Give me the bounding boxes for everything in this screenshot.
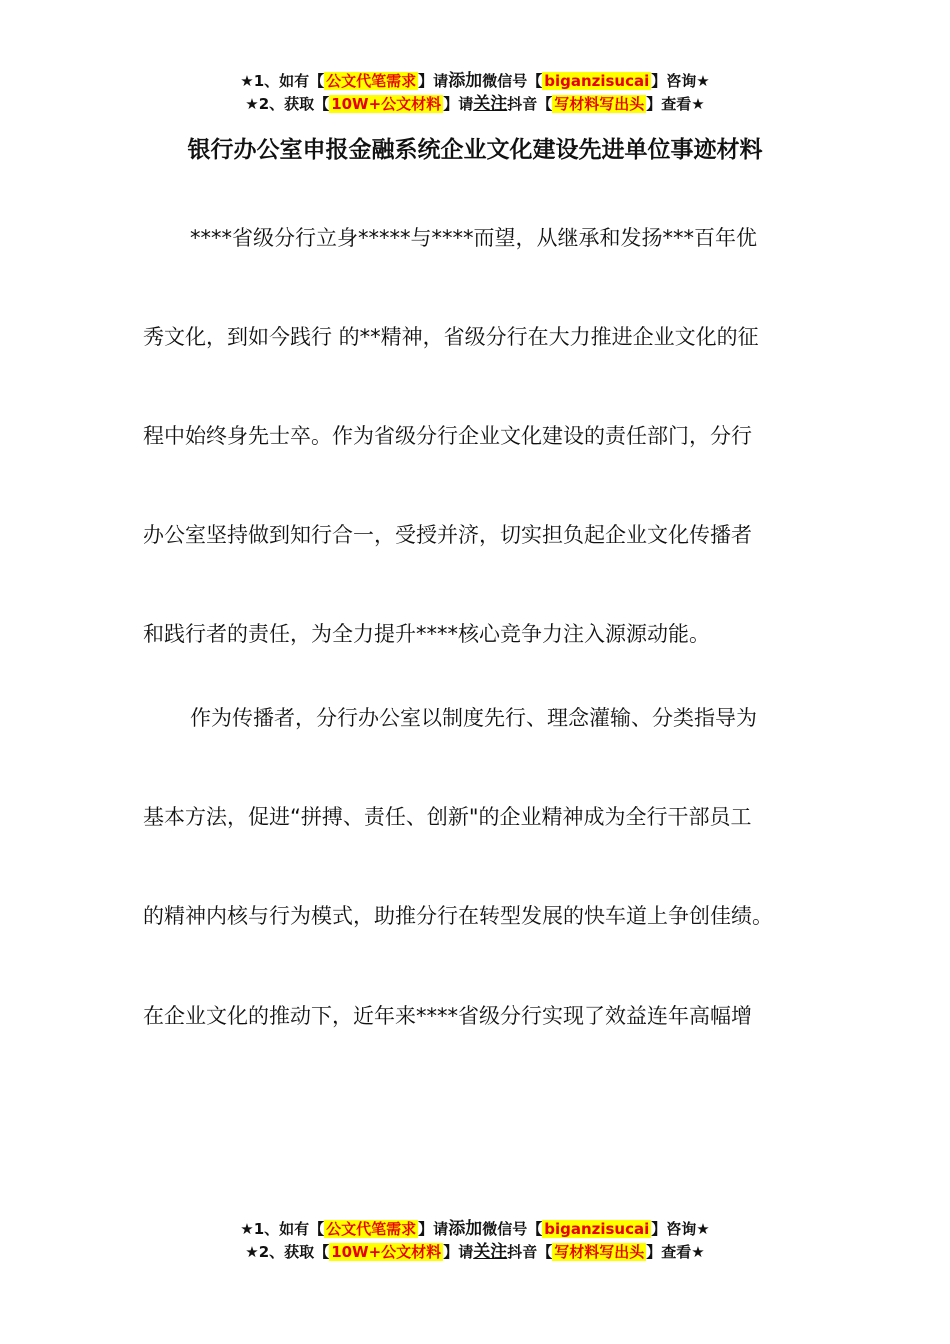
bottom-banner (0, 1218, 950, 1264)
banner-text: 】请 (443, 95, 474, 113)
banner-text: ★2、获取【 (245, 1243, 330, 1261)
banner-text: ★2、获取【 (245, 95, 330, 113)
body-line: 秀文化，到如今践行 的**精神，省级分行在大力推进企业文化的征 (143, 325, 759, 349)
banner-text: 】请 (443, 1243, 474, 1261)
highlight-text: 公文代笔需求 (326, 1220, 417, 1238)
banner-text: 】查看★ (646, 95, 705, 113)
body-line: 的精神内核与行为模式，助推分行在转型发展的快车道上争创佳绩。 (143, 904, 773, 928)
highlight-text: 10W+公文材料 (331, 95, 442, 113)
body-line: ****省级分行立身*****与****而望，从继承和发扬***百年优 (190, 226, 757, 250)
banner-text: 】咨询★ (651, 1220, 710, 1238)
wechat-id-highlight: biganzisucai (544, 1220, 650, 1238)
banner-text: 微信号【 (482, 1220, 543, 1238)
wechat-id-highlight: biganzisucai (544, 72, 650, 90)
body-line: 办公室坚持做到知行合一，受授并济，切实担负起企业文化传播者 (143, 523, 752, 547)
body-line: 作为传播者，分行办公室以制度先行、理念灌输、分类指导为 (190, 706, 757, 730)
body-line: 在企业文化的推动下，近年来****省级分行实现了效益连年高幅增 (143, 1004, 752, 1028)
banner-text: 关注 (473, 1242, 508, 1262)
banner-line-1 (0, 1218, 950, 1241)
banner-text: 】请 (418, 72, 449, 90)
body-line: 程中始终身先士卒。作为省级分行企业文化建设的责任部门，分行 (143, 424, 752, 448)
banner-text: 微信号【 (482, 72, 543, 90)
banner-line-1 (0, 70, 950, 93)
banner-text: 抖音【 (507, 1243, 553, 1261)
banner-text: 添加 (448, 71, 483, 91)
document-title: 银行办公室申报金融系统企业文化建设先进单位事迹材料 (187, 137, 763, 163)
banner-text: 】请 (418, 1220, 449, 1238)
douyin-id-highlight: 写材料写出头 (554, 95, 645, 113)
banner-line-2 (0, 93, 950, 116)
body-line: 基本方法，促进“拼搏、责任、创新"的企业精神成为全行干部员工 (143, 805, 752, 829)
banner-text: 添加 (448, 1219, 483, 1239)
douyin-id-highlight: 写材料写出头 (554, 1243, 645, 1261)
highlight-text: 公文代笔需求 (326, 72, 417, 90)
banner-text: ★1、如有【 (240, 72, 325, 90)
banner-line-2 (0, 1241, 950, 1264)
highlight-text: 10W+公文材料 (331, 1243, 442, 1261)
banner-text: 】咨询★ (651, 72, 710, 90)
banner-text: 抖音【 (507, 95, 553, 113)
banner-text: 关注 (473, 94, 508, 114)
body-line: 和践行者的责任，为全力提升****核心竞争力注入源源动能。 (143, 622, 710, 646)
banner-text: 】查看★ (646, 1243, 705, 1261)
banner-text: ★1、如有【 (240, 1220, 325, 1238)
top-banner (0, 70, 950, 116)
